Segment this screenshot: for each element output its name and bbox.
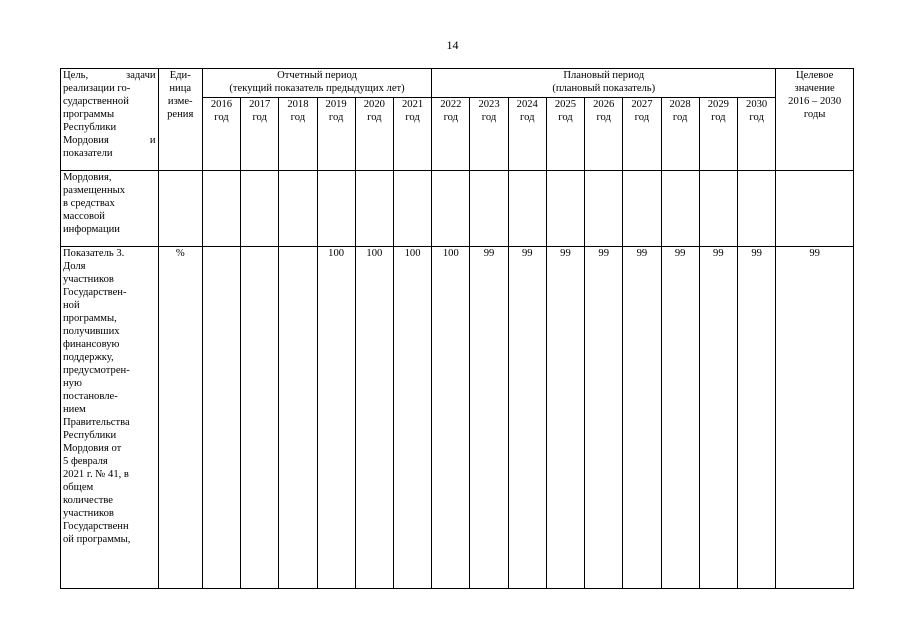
goal-header-word: и: [149, 135, 156, 146]
page-number: 14: [446, 38, 459, 52]
year-suffix: год: [634, 112, 650, 123]
value-cell: [737, 171, 775, 247]
table-row: [61, 171, 854, 247]
goal-header-line: реализации го-: [63, 83, 131, 94]
goal-line: 5 февраля: [63, 456, 108, 467]
value-cell: 99: [623, 247, 661, 589]
year-suffix: год: [749, 112, 764, 123]
value-cell: [317, 171, 355, 247]
indicators-table: [60, 68, 854, 589]
header-row-1: [61, 69, 854, 98]
goal-line: размещенных: [63, 185, 126, 196]
unit-header-line: рения: [167, 109, 194, 120]
unit-header-line: ница: [169, 83, 192, 94]
year-header-cell: [279, 98, 317, 171]
year-suffix: год: [367, 112, 382, 123]
year-label: 2030: [746, 99, 768, 110]
goal-header-line: показатели: [63, 148, 113, 159]
goal-column-header: [61, 69, 159, 171]
planned-period-subtitle: (плановый показатель): [552, 83, 656, 94]
goal-line: поддержку,: [63, 352, 114, 363]
planned-period-header: [432, 69, 776, 98]
value-cell: [279, 171, 317, 247]
year-label: 2016: [210, 99, 233, 110]
year-header-cell: [508, 98, 546, 171]
target-header-line: значение: [794, 83, 835, 94]
reported-period-title: Отчетный период: [277, 70, 357, 81]
year-header-cell: [699, 98, 737, 171]
value-cell: 99: [470, 247, 508, 589]
goal-line: 2021 г. № 41, в: [63, 469, 129, 480]
goal-line: общем: [63, 482, 94, 493]
year-suffix: год: [481, 112, 497, 123]
goal-header-word: Мордовия: [63, 135, 109, 146]
goal-line: Мордовия от: [63, 443, 122, 454]
year-label: 2023: [478, 99, 500, 110]
goal-line: получивших: [63, 326, 120, 337]
goal-line: ную: [63, 378, 82, 389]
year-header-cell: [317, 98, 355, 171]
year-label: 2026: [593, 99, 615, 110]
year-header-cell: [737, 98, 775, 171]
year-suffix: год: [520, 112, 535, 123]
year-header-cell: [202, 98, 240, 171]
value-cell: 99: [737, 247, 775, 589]
value-cell: [241, 247, 279, 589]
goal-line: массовой: [63, 211, 105, 222]
value-cell: 99: [546, 247, 584, 589]
goal-line: Республики: [63, 430, 117, 441]
value-cell: [241, 171, 279, 247]
value-cell: 100: [355, 247, 393, 589]
reported-period-subtitle: (текущий показатель предыдущих лет): [229, 83, 405, 94]
year-header-cell: [661, 98, 699, 171]
value-cell: [699, 171, 737, 247]
planned-period-title: Плановый период: [563, 70, 645, 81]
year-label: 2029: [707, 99, 729, 110]
year-header-cell: [585, 98, 623, 171]
value-cell: [623, 171, 661, 247]
year-label: 2017: [249, 99, 271, 110]
unit-header-line: изме-: [167, 96, 193, 107]
goal-line: Правительства: [63, 417, 130, 428]
year-header-cell: [393, 98, 431, 171]
goal-line: Показатель 3.: [63, 248, 125, 259]
value-cell: [661, 171, 699, 247]
year-suffix: год: [672, 112, 688, 123]
value-cell: [585, 171, 623, 247]
year-label: 2020: [363, 99, 385, 110]
goal-line: в средствах: [63, 198, 115, 209]
year-label: 2019: [325, 99, 347, 110]
goal-line: предусмотрен-: [63, 365, 130, 376]
year-header-cell: [470, 98, 508, 171]
goal-header-word: задачи: [126, 70, 156, 81]
year-header-cell: [355, 98, 393, 171]
goal-line: Мордовия,: [63, 172, 112, 183]
target-cell: 99: [776, 247, 854, 589]
target-header-line: Целевое: [795, 70, 834, 81]
year-label: 2025: [554, 99, 577, 110]
goal-line: Государствен-: [63, 287, 127, 298]
goal-line: участников: [63, 274, 114, 285]
value-cell: 100: [393, 247, 431, 589]
value-cell: [508, 171, 546, 247]
year-suffix: год: [252, 112, 267, 123]
target-header-line: 2016 – 2030: [788, 96, 842, 107]
year-header-cell: [546, 98, 584, 171]
value-cell: [202, 171, 240, 247]
goal-line: ной: [63, 300, 80, 311]
goal-line: Государственн: [63, 521, 129, 532]
value-cell: 99: [508, 247, 546, 589]
target-cell: [776, 171, 854, 247]
goal-line: нием: [63, 404, 86, 415]
goal-header-line: Республики: [63, 122, 117, 133]
target-header-line: годы: [803, 109, 826, 120]
goal-line: программы,: [63, 313, 117, 324]
goal-line: постановле-: [63, 391, 118, 402]
value-cell: 99: [585, 247, 623, 589]
year-suffix: год: [405, 112, 420, 123]
reported-period-header: [202, 69, 431, 98]
year-suffix: год: [596, 112, 611, 123]
value-cell: [546, 171, 584, 247]
value-cell: [202, 247, 240, 589]
value-cell: [470, 171, 508, 247]
unit-cell: %: [158, 247, 202, 589]
value-cell: 100: [317, 247, 355, 589]
goal-header-line: сударственной: [63, 96, 129, 107]
year-suffix: год: [214, 112, 229, 123]
goal-line: участников: [63, 508, 114, 519]
value-cell: 99: [699, 247, 737, 589]
unit-column-header: [158, 69, 202, 171]
year-suffix: год: [711, 112, 726, 123]
year-header-cell: [623, 98, 661, 171]
unit-header-line: Еди-: [169, 70, 191, 81]
year-label: 2024: [516, 99, 538, 110]
goal-cell: [61, 247, 159, 589]
goal-cell: [61, 171, 159, 247]
target-value-header: [776, 69, 854, 171]
unit-cell: [158, 171, 202, 247]
year-header-cell: [241, 98, 279, 171]
year-suffix: год: [558, 112, 573, 123]
year-label: 2021: [401, 99, 424, 110]
year-suffix: год: [328, 112, 344, 123]
year-label: 2028: [669, 99, 691, 110]
goal-line: количестве: [63, 495, 113, 506]
year-suffix: год: [443, 112, 459, 123]
goal-line: Доля: [63, 261, 86, 272]
value-cell: [432, 171, 470, 247]
value-cell: 100: [432, 247, 470, 589]
goal-line: информации: [63, 224, 120, 235]
year-header-cell: [432, 98, 470, 171]
year-suffix: год: [290, 112, 306, 123]
value-cell: 99: [661, 247, 699, 589]
goal-line: ой программы,: [63, 534, 131, 545]
goal-header-word: Цель,: [63, 70, 89, 81]
value-cell: [355, 171, 393, 247]
year-label: 2018: [287, 99, 309, 110]
value-cell: [393, 171, 431, 247]
table-row: [61, 247, 854, 589]
goal-line: финансовую: [63, 339, 120, 350]
year-label: 2027: [631, 99, 653, 110]
value-cell: [279, 247, 317, 589]
year-label: 2022: [440, 99, 462, 110]
goal-header-line: программы: [63, 109, 115, 120]
